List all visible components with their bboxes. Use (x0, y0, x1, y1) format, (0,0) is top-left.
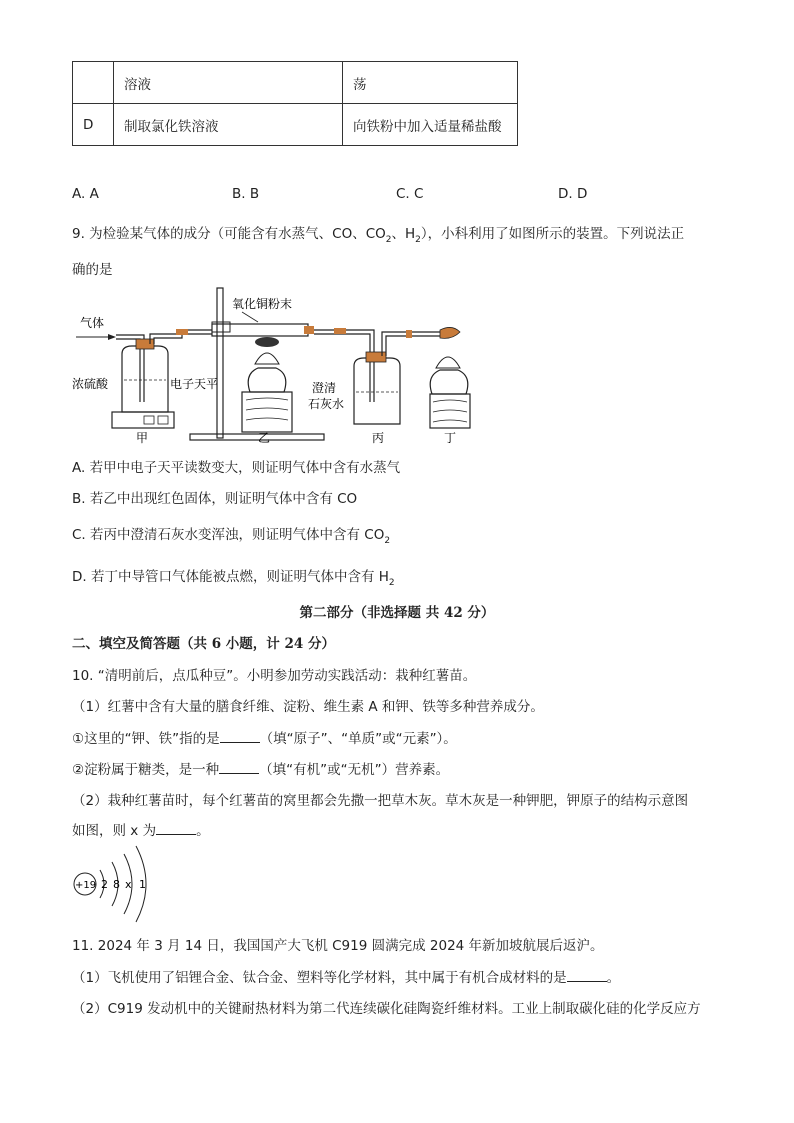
table-cell: 向铁粉中加入适量稀盐酸 (343, 104, 518, 146)
acid-label: 浓硫酸 (72, 377, 109, 391)
q9-option-d-text: D. 若丁中导管口气体能被点燃，则证明气体中含有 H (72, 569, 389, 585)
q9-option-a: A. 若甲中电子天平读数变大，则证明气体中含有水蒸气 (72, 460, 401, 476)
q8-option-c: C. C (396, 186, 424, 202)
table-cell: D (73, 104, 114, 146)
q10-sub1b (72, 758, 449, 778)
nucleus-charge: +19 (75, 880, 97, 891)
subscript: 2 (388, 578, 395, 588)
q9-stem-line1 (72, 222, 685, 245)
label-yi: 乙 (258, 431, 271, 445)
q10-sub1b-text: （填“有机”或“无机”）营养素。 (259, 762, 450, 778)
q8-option-b: B. B (232, 186, 260, 202)
label-jia: 甲 (136, 431, 149, 445)
q9-stem-text: 9. 为检验某气体的成分（可能含有水蒸气、CO、CO (72, 226, 386, 242)
potassium-atom-diagram (72, 842, 162, 928)
q10-sub1b-text: ②淀粉属于糖类，是一种 (72, 762, 220, 778)
subscript: 2 (385, 235, 392, 245)
scale-label: 电子天平 (170, 377, 219, 391)
q11-sub1-text: 。 (606, 970, 621, 986)
lime-label-2: 石灰水 (308, 397, 345, 411)
shell-electrons: 1 (139, 878, 146, 891)
q10-sub2-line1: （2）栽种红薯苗时，每个红薯苗的窝里都会先撒一把草木灰。草木灰是一种钾肥，钾原子的结构示意图 (72, 793, 689, 809)
q10-sub2-text: 如图，则 x 为 (72, 823, 157, 839)
q9-option-d (72, 565, 395, 588)
table-cell: 荡 (343, 62, 518, 104)
subscript: 2 (415, 235, 421, 245)
part2-title: 第二部分（非选择题 共 42 分） (299, 605, 495, 621)
table-row (73, 104, 518, 146)
q9-stem-text: ），小科利用了如图所示的装置。下列说法正 (420, 226, 685, 242)
q8-option-d: D. D (558, 186, 588, 202)
options-table (72, 61, 518, 146)
table-cell: 制取氯化铁溶液 (114, 104, 343, 146)
shell-electrons: 2 (101, 878, 108, 891)
answer-blank[interactable] (567, 969, 607, 982)
q10-sub1: （1）红薯中含有大量的膳食纤维、淀粉、维生素 A 和钾、铁等多种营养成分。 (72, 699, 544, 715)
table-row (73, 62, 518, 104)
label-bing: 丙 (372, 431, 385, 445)
q9-stem-line2: 确的是 (72, 262, 113, 278)
q9-stem-text: 、H (391, 226, 416, 242)
gas-label: 气体 (80, 316, 105, 330)
q10-sub1a (72, 727, 457, 747)
subscript: 2 (384, 536, 391, 546)
q11-sub1-text: （1）飞机使用了铝锂合金、钛合金、塑料等化学材料，其中属于有机合成材料的是 (72, 970, 567, 986)
q11-sub1 (72, 966, 620, 986)
apparatus-figure (72, 284, 472, 446)
lime-label-1: 澄清 (312, 381, 337, 395)
cuo-label: 氧化铜粉末 (232, 297, 293, 311)
q10-stem: 10. “清明前后，点瓜种豆”。小明参加劳动实践活动：栽种红薯苗。 (72, 668, 477, 684)
shell-electrons: 8 (113, 878, 120, 891)
q11-stem: 11. 2024 年 3 月 14 日，我国国产大飞机 C919 圆满完成 2024 年新加坡航展后返沪。 (72, 938, 604, 954)
table-cell: 溶液 (114, 62, 343, 104)
answer-blank[interactable] (219, 761, 259, 774)
label-ding: 丁 (444, 431, 457, 445)
q10-sub2-line2 (72, 819, 210, 839)
q9-option-b: B. 若乙中出现红色固体，则证明气体中含有 CO (72, 491, 358, 507)
answer-blank[interactable] (156, 822, 196, 835)
shell-electrons: x (125, 878, 132, 891)
q10-sub2-text: 。 (196, 823, 210, 839)
q10-sub1a-text: （填“原子”、“单质”或“元素”）。 (259, 731, 457, 747)
q9-option-c-text: C. 若丙中澄清石灰水变浑浊，则证明气体中含有 CO (72, 527, 385, 543)
table-cell (73, 62, 114, 104)
q9-option-c (72, 523, 391, 546)
q11-sub2: （2）C919 发动机中的关键耐热材料为第二代连续碳化硅陶瓷纤维材料。工业上制取碳化硅的化学反应方 (72, 1001, 701, 1017)
q8-option-a: A. A (72, 186, 99, 202)
answer-blank[interactable] (220, 730, 260, 743)
q10-sub1a-text: ①这里的“钾、铁”指的是 (72, 731, 220, 747)
section2-title: 二、填空及简答题（共 6 小题，计 24 分） (72, 636, 335, 652)
